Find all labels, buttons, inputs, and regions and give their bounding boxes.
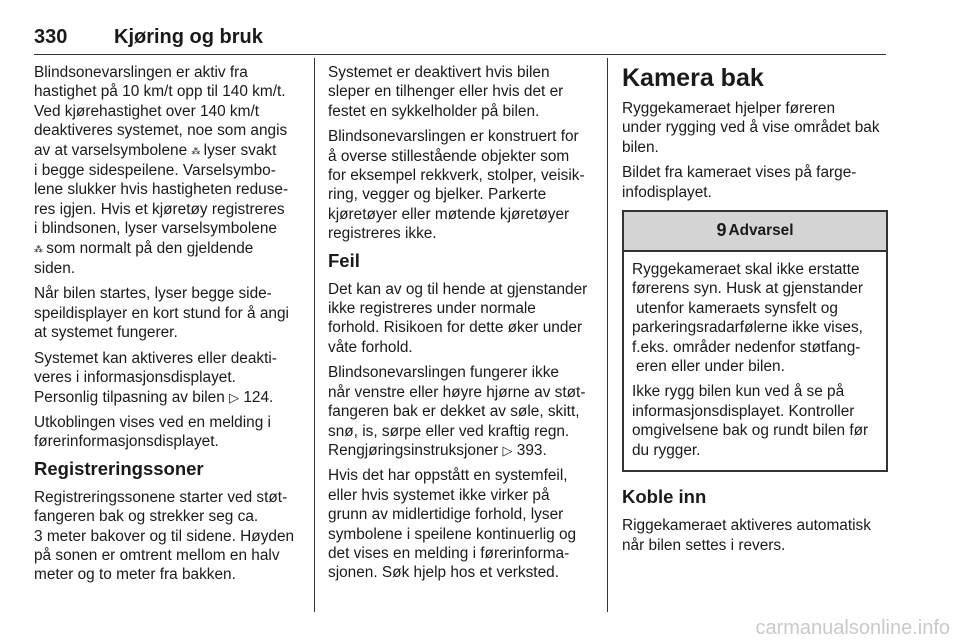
column-divider xyxy=(314,58,315,612)
column-2 xyxy=(328,63,592,589)
paragraph: Systemet er deaktivert hvis bilen sleper en tilhenger eller hvis det er festet en sykkelholder på bilen. xyxy=(328,64,564,120)
paragraph: Blindsonevarslingen er aktiv fra hastighet på 10 km/t opp til 140 km/t. Ved kjørehastighet over 140 km/t deaktiveres systemet, noe som angis av at varselsymbolene ⁂ lyser svakt i begge sidespeilene. Varselsymbo- lene slukker hvis hastigheten reduse- res igjen. Hvis et kjøretøy registreres i blindsonen, lyser varselsymbolene ⁂ som normalt på den gjeldende siden. xyxy=(34,64,289,278)
column-1 xyxy=(34,63,302,591)
paragraph: Ikke rygg bilen kun ved å se på informasjonsdisplayet. Kontroller omgivelsene bak og rundt bilen før du rygger. xyxy=(632,383,869,459)
paragraph: Hvis det har oppstått en systemfeil, eller hvis systemet ikke virker på grunn av midlertidige forhold, lyser symbolene i speilene kontinuerlig og det vises en melding i førerinforma- sjonen. Søk hjelp hos et verksted. xyxy=(328,467,577,582)
column-divider xyxy=(607,58,608,612)
watermark: carmanualsonline.info xyxy=(755,617,950,639)
warning-header xyxy=(624,212,886,252)
page-reference-arrow-icon: ▷ xyxy=(229,389,240,405)
warning-icon: 9 xyxy=(716,220,727,241)
paragraph: Det kan av og til hende at gjenstander ikke registreres under normale forhold. Risikoen for dette øker under våte forhold. xyxy=(328,280,588,356)
paragraph: Blindsonevarslingen fungerer ikke når venstre eller høyre hjørne av støt- fangeren bak er dekket av søle, skitt, snø, is, sørpe eller ved kraftig regn. Rengjøringsinstruksjoner ▷ 393. xyxy=(328,364,586,459)
paragraph: Bildet fra kameraet vises på farge- infodisplayet. xyxy=(622,164,857,201)
paragraph: Riggekameraet aktiveres automatisk når bilen settes i revers. xyxy=(622,517,871,554)
section-heading: Koble inn xyxy=(622,486,707,508)
page-reference-arrow-icon: ▷ xyxy=(502,442,513,458)
warning-title: Advarsel xyxy=(728,222,794,240)
page-number: 330 xyxy=(34,26,68,48)
section-heading: Feil xyxy=(328,249,360,271)
paragraph: Når bilen startes, lyser begge side- speildisplayer en kort stund for å angi at systemet fungerer. xyxy=(34,285,289,342)
blind-spot-warning-icon: ⁂ xyxy=(191,145,200,156)
paragraph: Registreringssonene starter ved støt- fangeren bak og strekker seg ca. 3 meter bakover og til sidene. Høyden på sonen er omtrent mellom en halv meter og to meter fra bakken. xyxy=(34,488,295,584)
column-3 xyxy=(622,63,888,561)
warning-body xyxy=(624,252,886,470)
section-title: Kjøring og bruk xyxy=(114,26,263,48)
chapter-heading: Kamera bak xyxy=(622,64,764,92)
blind-spot-warning-icon: ⁂ xyxy=(34,243,42,254)
paragraph: Utkoblingen vises ved en melding i førerinformasjonsdisplayet. xyxy=(34,413,271,451)
warning-box xyxy=(622,210,888,472)
paragraph: Systemet kan aktiveres eller deakti- veres i informasjonsdisplayet. Personlig tilpasning av bilen ▷ 124. xyxy=(34,349,277,406)
paragraph: Ryggekameraet skal ikke erstatte førerens syn. Husk at gjenstander utenfor kameraets synsfelt og parkeringsradarfølerne ikke vises, f.eks. områder nedenfor støtfang- eren eller under bilen. xyxy=(632,261,863,376)
section-heading: Registreringssoner xyxy=(34,457,204,479)
page-header xyxy=(34,18,886,55)
paragraph: Ryggekameraet hjelper føreren under rygging ved å vise området bak bilen. xyxy=(622,100,880,156)
paragraph: Blindsonevarslingen er konstruert for å overse stillestående objekter som for eksempel rekkverk, stolper, veisik- ring, vegger og bjelker. Parkerte kjøretøyer eller møtende kjøretøyer registreres ikke. xyxy=(328,128,585,243)
